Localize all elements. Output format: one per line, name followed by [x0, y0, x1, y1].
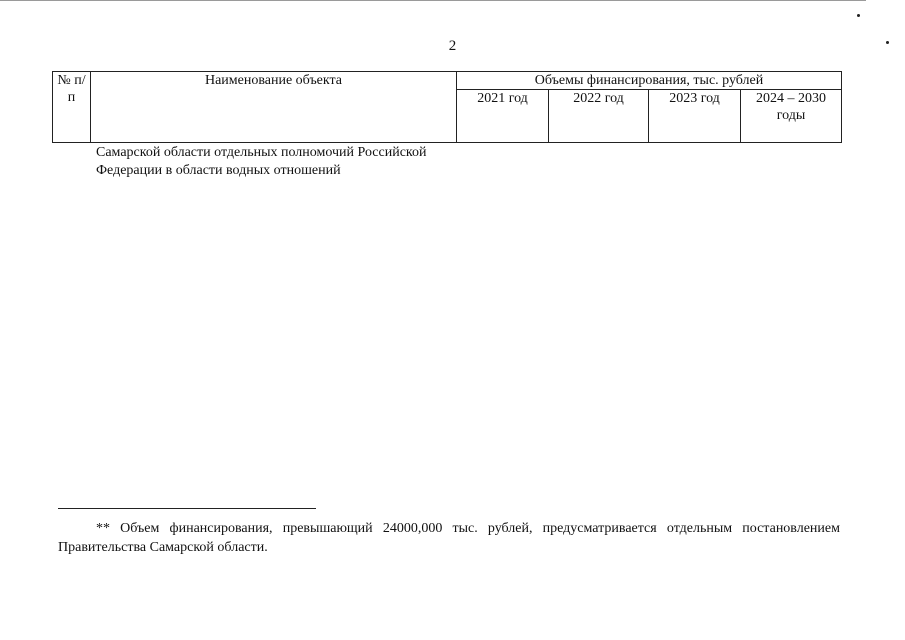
footnote-separator — [58, 508, 316, 509]
column-header-year-2021: 2021 год — [457, 90, 549, 143]
column-header-number: № п/п — [53, 72, 91, 143]
object-name-continuation — [96, 144, 427, 180]
column-header-object-name: Наименование объекта — [91, 72, 457, 143]
column-header-year-2024-2030: 2024 – 2030 годы — [741, 90, 842, 143]
page-number: 2 — [448, 38, 457, 54]
column-header-year-2022: 2022 год — [549, 90, 649, 143]
column-header-year-2023: 2023 год — [649, 90, 741, 143]
continuation-line: Федерации в области водных отношений — [96, 163, 341, 178]
continuation-line: Самарской области отдельных полномочий Российской — [96, 145, 427, 160]
scan-speck — [857, 14, 860, 17]
footnote: ** Объем финансирования, превышающий 24000,000 тыс. рублей, предусматривается отдельным постановлением Правительства Самарской области. — [58, 521, 840, 555]
page-top-edge — [0, 0, 866, 1]
financing-table — [52, 71, 842, 143]
column-header-financing: Объемы финансирования, тыс. рублей — [457, 72, 842, 90]
